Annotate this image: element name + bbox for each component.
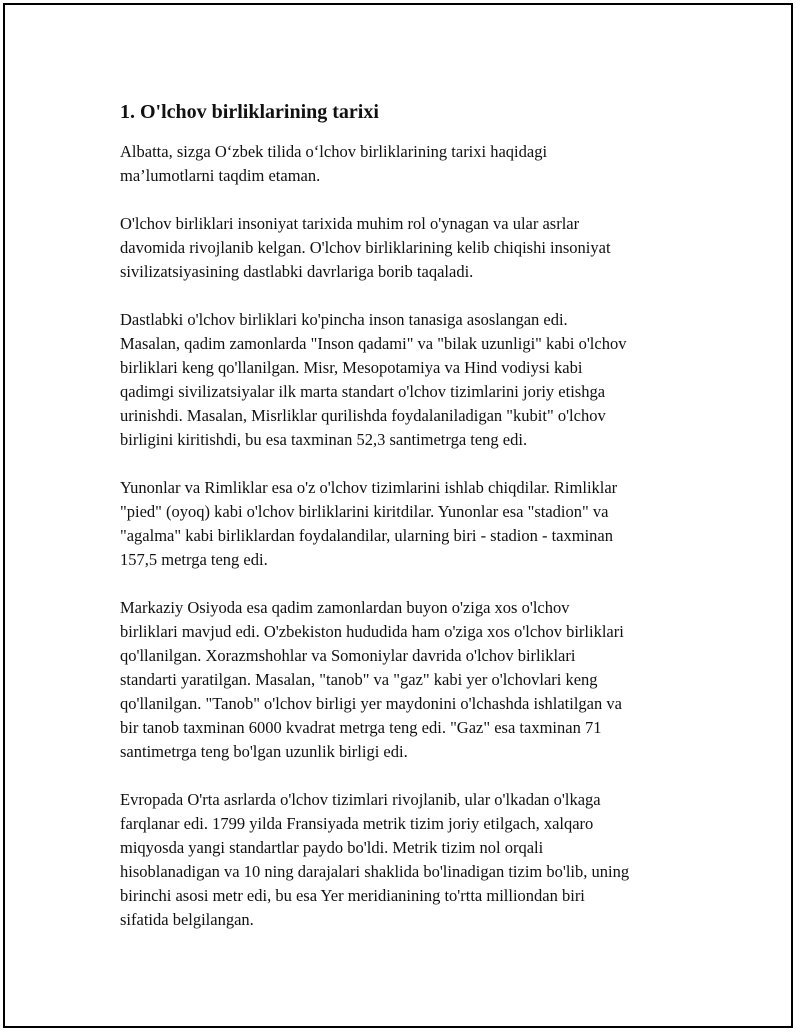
text-line: Dastlabki o'lchov birliklari ko'pincha inson tanasiga asoslangan edi. [120, 310, 568, 329]
section-heading: 1. O'lchov birliklarining tarixi [120, 101, 379, 123]
text-line: davomida rivojlanib kelgan. O'lchov birliklarining kelib chiqishi insoniyat [120, 238, 611, 257]
text-line: farqlanar edi. 1799 yilda Fransiyada metrik tizim joriy etilgach, xalqaro [120, 814, 594, 833]
text-line: hisoblanadigan va 10 ning darajalari shaklida bo'linadigan tizim bo'lib, uning [120, 862, 630, 881]
text-line: Masalan, qadim zamonlarda "Inson qadami" va "bilak uzunligi" kabi o'lchov [120, 334, 627, 353]
paragraph-origins [120, 212, 700, 284]
text-line: miqyosda yangi standartlar paydo bo'ldi. Metrik tizim nol orqali [120, 838, 544, 857]
text-line: Evropada O'rta asrlarda o'lchov tizimlari rivojlanib, ular o'lkadan o'lkaga [120, 790, 601, 809]
text-line: "agalma" kabi birliklardan foydalandilar, ularning biri - stadion - taxminan [120, 526, 613, 545]
text-line: O'lchov birliklari insoniyat tarixida muhim rol o'ynagan va ular asrlar [120, 214, 580, 233]
text-line: birligini kiritishdi, bu esa taxminan 52,3 santimetrga teng edi. [120, 430, 528, 449]
paragraph-europe [120, 788, 700, 932]
text-line: Albatta, sizga O‘zbek tilida o‘lchov birliklarining tarixi haqidagi [120, 142, 548, 161]
text-line: birliklari keng qo'llanilgan. Misr, Mesopotamiya va Hind vodiysi kabi [120, 358, 583, 377]
text-line: birinchi asosi metr edi, bu esa Yer meridianining to'rtta milliondan biri [120, 886, 585, 905]
text-line: qo'llanilgan. "Tanob" o'lchov birligi yer maydonini o'lchashda ishlatilgan va [120, 694, 622, 713]
text-line: 157,5 metrga teng edi. [120, 550, 268, 569]
text-line: sifatida belgilangan. [120, 910, 254, 929]
text-line: Markaziy Osiyoda esa qadim zamonlardan buyon o'ziga xos o'lchov [120, 598, 570, 617]
text-line: qo'llanilgan. Xorazmshohlar va Somoniylar davrida o'lchov birliklari [120, 646, 576, 665]
text-line: bir tanob taxminan 6000 kvadrat metrga teng edi. "Gaz" esa taxminan 71 [120, 718, 602, 737]
paragraph-intro [120, 140, 700, 188]
document-body [120, 99, 700, 956]
paragraph-central-asia [120, 596, 700, 764]
paragraph-early-units [120, 308, 700, 452]
page-frame [3, 3, 793, 1028]
paragraph-greeks-romans [120, 476, 700, 572]
text-line: Yunonlar va Rimliklar esa o'z o'lchov tizimlarini ishlab chiqdilar. Rimliklar [120, 478, 618, 497]
text-line: qadimgi sivilizatsiyalar ilk marta standart o'lchov tizimlarini joriy etishga [120, 382, 606, 401]
text-line: "pied" (oyoq) kabi o'lchov birliklarini kiritdilar. Yunonlar esa "stadion" va [120, 502, 609, 521]
text-line: santimetrga teng bo'lgan uzunlik birligi edi. [120, 742, 408, 761]
text-line: sivilizatsiyasining dastlabki davrlariga borib taqaladi. [120, 262, 474, 281]
text-line: urinishdi. Masalan, Misrliklar qurilishda foydalaniladigan "kubit" o'lchov [120, 406, 606, 425]
text-line: birliklari mavjud edi. O'zbekiston hududida ham o'ziga xos o'lchov birliklari [120, 622, 624, 641]
text-line: standarti yaratilgan. Masalan, "tanob" va "gaz" kabi yer o'lchovlari keng [120, 670, 598, 689]
text-line: ma’lumotlarni taqdim etaman. [120, 166, 321, 185]
